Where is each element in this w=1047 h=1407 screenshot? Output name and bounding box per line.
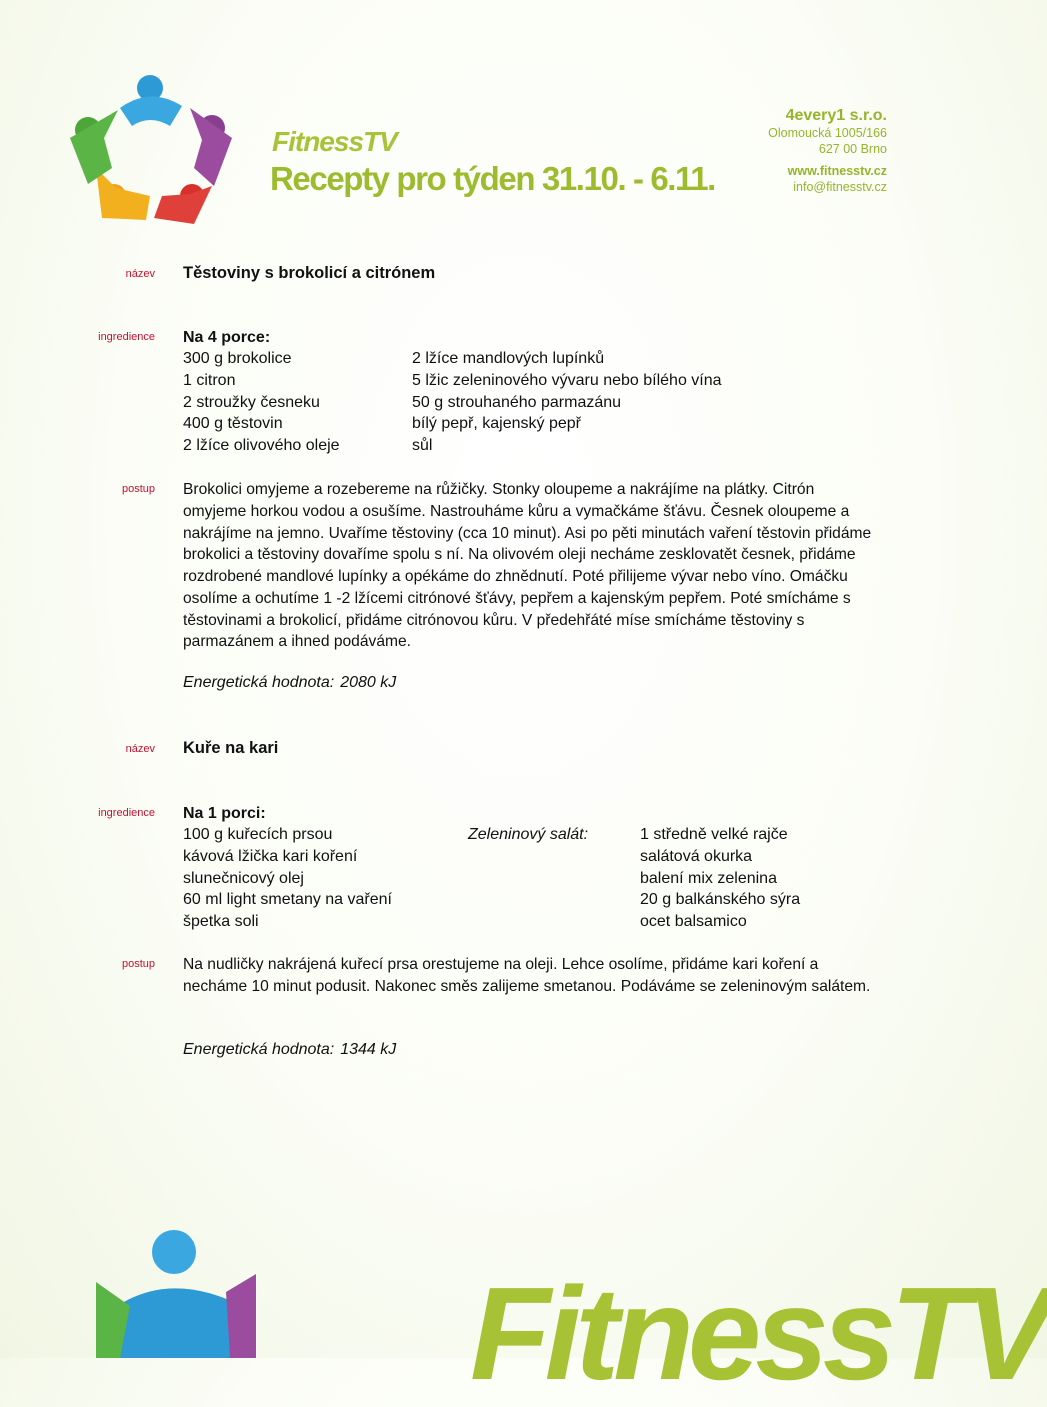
ingredient-item: balení mix zelenina xyxy=(640,869,777,887)
energy-value-line xyxy=(183,674,396,692)
brand-wordmark: FitnessTV xyxy=(272,126,397,157)
ingredient-item: 5 lžic zeleninového vývaru nebo bílého vína xyxy=(412,371,722,389)
company-street: Olomoucká 1005/166 xyxy=(768,126,887,140)
recipe-title: Těstoviny s brokolicí a citrónem xyxy=(183,264,436,282)
recipe-servings: Na 4 porce: xyxy=(183,329,271,346)
ingredient-list-right xyxy=(412,348,722,457)
company-name: 4every1 s.r.o. xyxy=(785,107,887,124)
ingredient-item: 2 stroužky česneku xyxy=(183,393,320,411)
ingredient-item: 300 g brokolice xyxy=(183,350,292,367)
ingredient-item: ocet balsamico xyxy=(640,913,747,931)
ingredient-item: sůl xyxy=(412,437,433,455)
energy-value: 1344 kJ xyxy=(340,1041,397,1058)
ingredient-item: salátová okurka xyxy=(640,847,753,865)
energy-value: 2080 kJ xyxy=(340,674,397,691)
company-city: 627 00 Brno xyxy=(818,141,887,156)
ingredient-list-left xyxy=(183,348,340,457)
ingredient-item: 2 lžíce olivového oleje xyxy=(183,437,340,455)
ingredient-item: 60 ml light smetany na vaření xyxy=(183,891,392,909)
ingredient-item: 1 citron xyxy=(183,371,236,389)
recipe-procedure: Na nudličky nakrájená kuřecí prsa orestujeme na oleji. Lehce osolíme, přidáme kari koření a necháme 10 minut podusit. Nakonec směs zalijeme smetanou. Podáváme se zeleninovým salátem. xyxy=(183,956,871,995)
logo-figure-red xyxy=(154,184,212,224)
side-dish-label: Zeleninový salát: xyxy=(468,826,589,843)
recipe-procedure: Brokolici omyjeme a rozebereme na růžičky. Stonky oloupeme a nakrájíme na plátky. Citrón omyjeme horkou vodou a osušíme. Nastrouháme kůru a vymačkáme šťávu. Česnek oloupeme a nakrájíme na jemno. Uvaříme těstoviny (cca 10 minut). Asi po pěti minutách vaření těstovin přidáme brokolici a těstoviny dovaříme spolu s ní. Na olivovém oleji necháme zesklovatět česnek, přidáme rozdrobené mandlové lupínky a opékáme do zhnědnutí. Poté přilijeme vývar nebo víno. Omáčku osolíme a ochutíme 1 -2 lžícemi citrónové šťávy, pepřem a kajenským pepřem. Poté smícháme s těstovinami a brokolicí, přidáme citrónovou kůru. V předehřáté míse smícháme těstoviny s parmazánem a ihned podáváme. xyxy=(183,481,872,651)
logo-figure-green xyxy=(70,110,118,184)
logo-figure-orange xyxy=(96,168,150,220)
label-procedure: postup xyxy=(121,483,155,495)
company-website-link[interactable]: www.fitnesstv.cz xyxy=(787,164,887,178)
ingredient-item: kávová lžička kari koření xyxy=(183,847,358,865)
energy-label: Energetická hodnota: xyxy=(183,674,335,691)
ingredient-item: 1 středně velké rajče xyxy=(640,826,788,843)
energy-label: Energetická hodnota: xyxy=(183,1041,335,1058)
footer-brand-wordmark: FitnessTV xyxy=(470,1260,1047,1407)
ingredient-list-right xyxy=(640,824,800,933)
label-ingredients: ingredience xyxy=(98,807,155,819)
week-title: Recepty pro týden 31.10. - 6.11. xyxy=(270,160,715,197)
label-name: název xyxy=(125,743,155,755)
logo-figure-purple xyxy=(190,108,232,186)
energy-value-line xyxy=(183,1041,396,1059)
ingredient-item: 50 g strouhaného parmazánu xyxy=(412,393,622,411)
ingredient-item: slunečnicový olej xyxy=(183,869,304,887)
ingredient-item: 2 lžíce mandlových lupínků xyxy=(412,350,605,367)
ingredient-item: špetka soli xyxy=(183,913,259,931)
fitnesstv-logo xyxy=(62,68,244,228)
footer-logo xyxy=(96,1222,256,1358)
ingredient-list-left xyxy=(183,824,392,933)
company-block xyxy=(768,106,887,195)
ingredient-item: bílý pepř, kajenský pepř xyxy=(412,415,581,433)
ingredient-item: 100 g kuřecích prsou xyxy=(183,826,333,843)
recipe-title: Kuře na kari xyxy=(183,739,279,757)
label-ingredients: ingredience xyxy=(98,331,155,343)
logo-figure-blue xyxy=(120,75,182,126)
ingredient-item: 20 g balkánského sýra xyxy=(640,891,801,909)
company-email-link[interactable]: info@fitnesstv.cz xyxy=(793,179,887,194)
recipe-servings: Na 1 porci: xyxy=(183,805,266,822)
ingredient-item: 400 g těstovin xyxy=(183,415,283,433)
label-name: název xyxy=(125,268,155,280)
label-procedure: postup xyxy=(121,958,155,970)
